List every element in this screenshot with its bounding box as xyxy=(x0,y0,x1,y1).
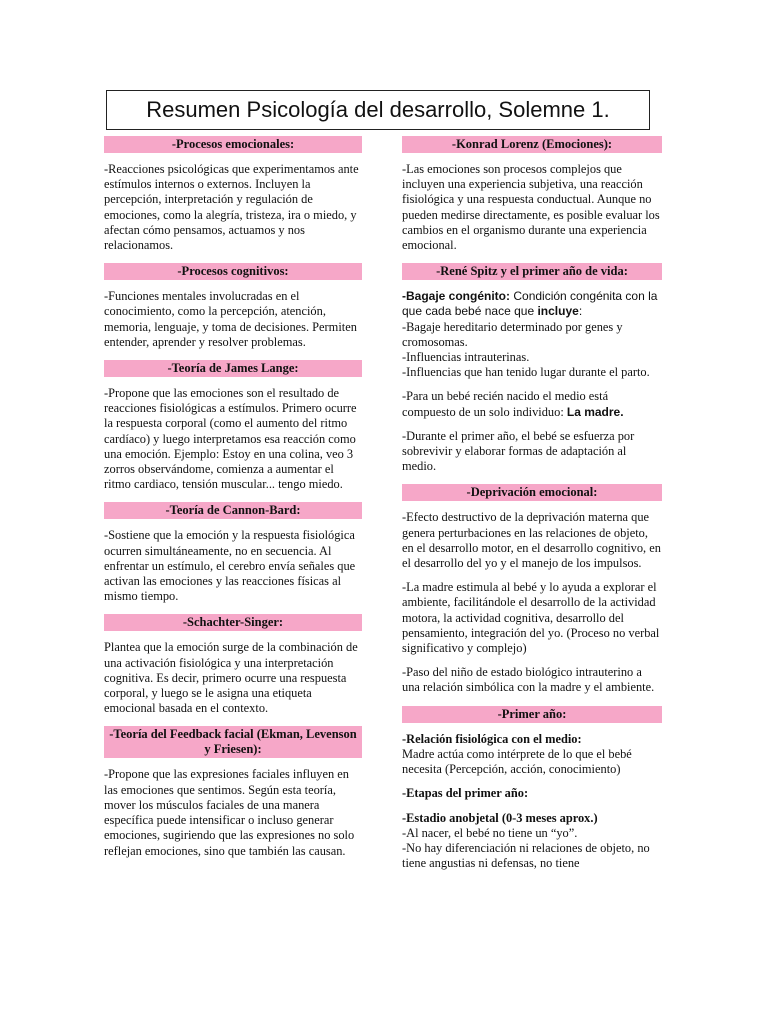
section-header-cannon-bard: -Teoría de Cannon-Bard: xyxy=(104,502,362,519)
section-text-schachter-singer: Plantea que la emoción surge de la combinación de una activación fisiológica y una interpretación cognitiva. Es decir, primero ocurre una respuesta corporal, y luego se le asigna una etiqueta emocional basada en el contexto. xyxy=(104,640,358,716)
la-madre-emphasis: La madre. xyxy=(566,404,624,419)
bagaje-list: -Bagaje hereditario determinado por genes y cromosomas. -Influencias intrauterinas. -Influencias que han tenido lugar durante el parto. xyxy=(402,319,650,380)
deprivacion-text-3: -Paso del niño de estado biológico intrauterino a una relación simbólica con la madre y el ambiente. xyxy=(402,665,655,695)
medio-text: -Para un bebé recién nacido el medio está compuesto de un solo individuo: xyxy=(402,389,609,419)
section-header-james-lange: -Teoría de James Lange: xyxy=(104,360,362,377)
section-header-schachter-singer: -Schachter-Singer: xyxy=(104,614,362,631)
section-text-cannon-bard: -Sostiene que la emoción y la respuesta fisiológica ocurren simultáneamente, no en secuencia. Al enfrentar un estímulo, el cerebro envía señales que activan las emociones y las reacciones físicas al mismo tiempo. xyxy=(104,528,356,604)
section-header-procesos-emocionales: -Procesos emocionales: xyxy=(104,136,362,153)
section-header-feedback-facial: -Teoría del Feedback facial (Ekman, Levenson y Friesen): xyxy=(104,726,362,758)
relacion-fisiologica-text: Madre actúa como intérprete de lo que el bebé necesita (Percepción, acción, conocimiento) xyxy=(402,746,632,777)
incluye-colon: : xyxy=(578,304,583,319)
section-text-procesos-emocionales: -Reacciones psicológicas que experimentamos ante estímulos internos o externos. Incluyen la percepción, interpretación y regulación de emociones, como la alegría, tristeza, ira o miedo, y afectan cómo pensamos, actuamos y nos relacionamos. xyxy=(104,162,359,253)
incluye-emphasis: incluye xyxy=(537,304,579,319)
section-header-rene-spitz: -René Spitz y el primer año de vida: xyxy=(402,263,662,280)
right-column xyxy=(402,136,662,871)
estadio-anobjetal-label: -Estadio anobjetal (0-3 meses aprox.) xyxy=(402,810,598,825)
medio-paragraph xyxy=(402,389,662,419)
section-text-konrad-lorenz: -Las emociones son procesos complejos que incluyen una experiencia subjetiva, una reacción fisiológica y una respuesta conductual. Aunque no pueden medirse directamente, es posible evaluar los cambios en el organismo durante una experiencia emocional. xyxy=(402,162,660,253)
relacion-fisiologica-label: -Relación fisiológica con el medio: xyxy=(402,731,582,746)
section-header-primer-ano: -Primer año: xyxy=(402,706,662,723)
section-header-procesos-cognitivos: -Procesos cognitivos: xyxy=(104,263,362,280)
section-text-james-lange: -Propone que las emociones son el resultado de reacciones fisiológicas a estímulos. Primero ocurre la respuesta corporal (como el aumento del ritmo cardíaco) y luego interpretamos esa reacción como una emoción. Ejemplo: Estoy en una colina, veo 3 zorros observándome, comienza a aumentar el ritmo cardiaco, tensión muscular... tengo miedo. xyxy=(104,386,357,492)
left-column xyxy=(104,136,362,859)
estadio-anobjetal-text: -Al nacer, el bebé no tiene un “yo”. -No hay diferenciación ni relaciones de objeto, no tiene angustias ni defensas, no tiene xyxy=(402,825,650,871)
section-header-konrad-lorenz: -Konrad Lorenz (Emociones): xyxy=(402,136,662,153)
bagaje-congenito-paragraph xyxy=(402,289,662,319)
section-text-feedback-facial: -Propone que las expresiones faciales influyen en las emociones que sentimos. Según esta teoría, mover los músculos faciales de una manera específica puede intensificar o incluso generar emociones, sugiriendo que las expresiones no solo reflejan emociones, sino que también las causan. xyxy=(104,767,355,858)
bagaje-congenito-label: -Bagaje congénito: xyxy=(402,289,511,304)
etapas-label: -Etapas del primer año: xyxy=(402,786,529,801)
section-text-procesos-cognitivos: -Funciones mentales involucradas en el conocimiento, como la percepción, atención, memoria, lenguaje, y toma de decisiones. Permiten entender, aprender y resolver problemas. xyxy=(104,289,357,349)
page-title: Resumen Psicología del desarrollo, Solemne 1. xyxy=(106,90,650,130)
bagaje-congenito-text: Condición congénita con la que cada bebé nace que xyxy=(402,289,658,319)
section-header-deprivacion: -Deprivación emocional: xyxy=(402,484,662,501)
deprivacion-text-2: -La madre estimula al bebé y lo ayuda a explorar el ambiente, facilitándole el desarrollo de la actividad motora, la actividad cognitiva, desarrollo del pensamiento, integración del yo. (Proceso no verbal significativo y complejo) xyxy=(402,580,660,656)
deprivacion-text-1: -Efecto destructivo de la deprivación materna que genera perturbaciones en las relaciones de objeto, en el desarrollo motor, en el desarrollo cognitivo, en el desarrollo del yo y el manejo de los impulsos. xyxy=(402,510,661,571)
primer-ano-paragraph: -Durante el primer año, el bebé se esfuerza por sobrevivir y elaborar formas de adaptación al medio. xyxy=(402,428,635,474)
